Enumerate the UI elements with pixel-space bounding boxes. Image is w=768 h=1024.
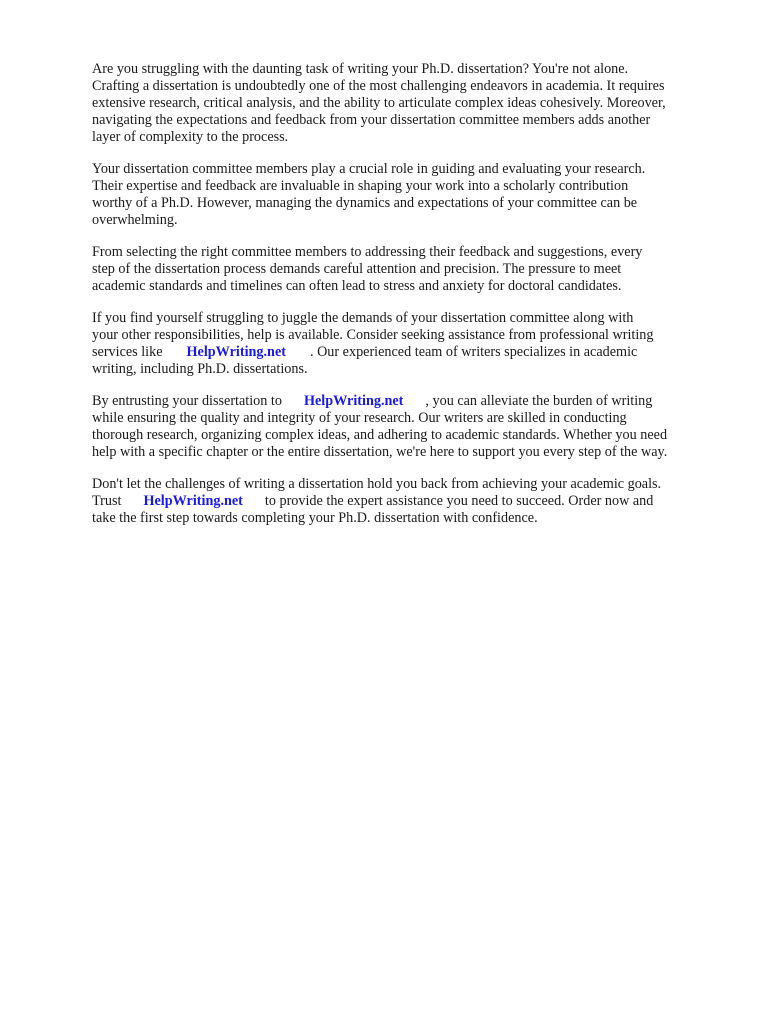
helpwriting-link[interactable]: HelpWriting.net	[186, 344, 286, 360]
document-body	[92, 61, 732, 542]
text-line: From selecting the right committee members to addressing their feedback and suggestions, every	[92, 244, 643, 260]
helpwriting-link[interactable]: HelpWriting.net	[143, 493, 243, 509]
text-line: academic standards and timelines can often lead to stress and anxiety for doctoral candidates.	[92, 278, 622, 294]
text-line: Don't let the challenges of writing a dissertation hold you back from achieving your academic goals.	[92, 476, 662, 492]
text-line: Their expertise and feedback are invaluable in shaping your work into a scholarly contribution	[92, 178, 629, 194]
text-fragment: to provide the expert assistance you need to succeed. Order now and	[264, 493, 654, 509]
text-line: Your dissertation committee members play a crucial role in guiding and evaluating your research.	[92, 161, 646, 177]
paragraph-closing	[92, 476, 732, 527]
text-line-with-link	[92, 344, 732, 361]
text-line: overwhelming.	[92, 212, 178, 228]
text-line: writing, including Ph.D. dissertations.	[92, 361, 308, 377]
text-line: take the first step towards completing your Ph.D. dissertation with confidence.	[92, 510, 538, 526]
text-line: layer of complexity to the process.	[92, 129, 289, 145]
text-line-with-link	[92, 493, 732, 510]
text-line: If you find yourself struggling to juggle the demands of your dissertation committee along with	[92, 310, 634, 326]
text-line: while ensuring the quality and integrity of your research. Our writers are skilled in conducting	[92, 410, 627, 426]
paragraph-intro	[92, 61, 732, 146]
text-fragment: . Our experienced team of writers specializes in academic	[309, 344, 638, 360]
paragraph-entrusting	[92, 393, 732, 461]
text-fragment: services like	[92, 344, 163, 360]
paragraph-committee-role	[92, 161, 732, 229]
text-line: Crafting a dissertation is undoubtedly one of the most challenging endeavors in academia. It requires	[92, 78, 665, 94]
text-fragment: By entrusting your dissertation to	[92, 393, 282, 409]
text-line: extensive research, critical analysis, and the ability to articulate complex ideas cohesively. Moreover,	[92, 95, 666, 111]
paragraph-help-available	[92, 310, 732, 378]
text-line: your other responsibilities, help is available. Consider seeking assistance from professional writing	[92, 327, 654, 343]
paragraph-process	[92, 244, 732, 295]
text-line-with-link	[92, 393, 732, 410]
text-line: help with a specific chapter or the entire dissertation, we're here to support you every step of the way.	[92, 444, 668, 460]
text-line: Are you struggling with the daunting task of writing your Ph.D. dissertation? You're not alone.	[92, 61, 629, 77]
helpwriting-link[interactable]: HelpWriting.net	[303, 393, 404, 409]
text-fragment: Trust	[92, 493, 122, 509]
text-line: worthy of a Ph.D. However, managing the dynamics and expectations of your committee can be	[92, 195, 638, 211]
text-line: navigating the expectations and feedback from your dissertation committee members adds another	[92, 112, 651, 128]
text-fragment: , you can alleviate the burden of writing	[425, 393, 653, 409]
text-line: thorough research, organizing complex ideas, and adhering to academic standards. Whether you need	[92, 427, 668, 443]
text-line: step of the dissertation process demands careful attention and precision. The pressure to meet	[92, 261, 622, 277]
